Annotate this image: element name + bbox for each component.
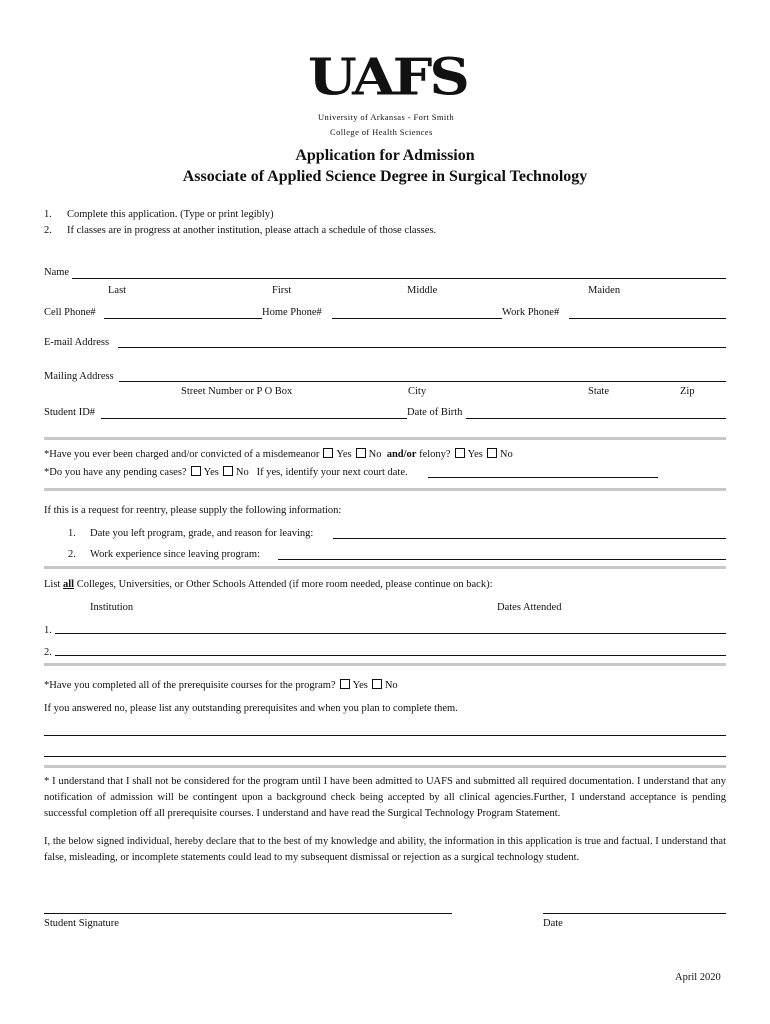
zip-label: Zip	[680, 386, 695, 397]
student-signature-field[interactable]	[44, 913, 452, 914]
instruction-number-1: 1.	[44, 209, 52, 220]
section-divider	[44, 663, 726, 666]
reentry-reason-field[interactable]	[333, 538, 726, 539]
and-or-label: and/or	[386, 449, 417, 460]
dates-attended-header: Dates Attended	[497, 602, 562, 613]
uafs-logo-wordmark: UAFS	[308, 47, 467, 107]
student-signature-label: Student Signature	[44, 918, 119, 929]
section-divider	[44, 566, 726, 569]
conviction-question	[44, 448, 513, 461]
instruction-2: If classes are in progress at another institution, please attach a schedule of those classes.	[67, 225, 437, 236]
student-id-label: Student ID#	[44, 407, 96, 418]
school-number-2: 2.	[44, 647, 52, 658]
instruction-1: Complete this application. (Type or print legibly)	[67, 209, 274, 220]
logo-university-name: University of Arkansas - Fort Smith	[318, 112, 455, 122]
declaration-paragraph: I, the below signed individual, hereby declare that to the best of my knowledge and ability, the information in this application is true and factual. I understand that false, misleading, or incomplete statements could lead to my subsequent dismissal or rejection as a surgical technology student.	[44, 836, 726, 863]
work-experience-field[interactable]	[278, 559, 726, 560]
prerequisite-no-checkbox[interactable]	[372, 679, 382, 689]
prerequisite-question	[44, 679, 398, 692]
name-label: Name	[44, 267, 70, 278]
signature-date-label: Date	[543, 918, 563, 929]
reentry-intro: If this is a request for reentry, please supply the following information:	[44, 505, 342, 516]
first-name-label: First	[272, 285, 292, 296]
reentry-number-1: 1.	[68, 528, 76, 539]
city-label: City	[408, 386, 427, 397]
pending-cases-text: *Do you have any pending cases?	[44, 467, 187, 478]
conviction-question-text: *Have you ever been charged and/or convicted of a misdemeanor	[44, 449, 320, 460]
reentry-reason-label: Date you left program, grade, and reason for leaving:	[90, 528, 314, 539]
logo-college-name: College of Health Sciences	[330, 127, 433, 137]
institution-header: Institution	[90, 602, 134, 613]
student-id-field[interactable]	[101, 418, 407, 419]
email-label: E-mail Address	[44, 337, 110, 348]
date-of-birth-label: Date of Birth	[407, 407, 463, 418]
home-phone-label: Home Phone#	[262, 307, 322, 318]
no-label: No	[499, 449, 513, 460]
mailing-address-field[interactable]	[119, 381, 726, 382]
cell-phone-field[interactable]	[104, 318, 262, 319]
prerequisite-followup: If you answered no, please list any outstanding prerequisites and when you plan to complete them.	[44, 703, 458, 714]
prerequisite-list-line-1[interactable]	[44, 735, 726, 736]
schools-instruction	[44, 578, 493, 591]
home-phone-field[interactable]	[332, 318, 502, 319]
revision-date: April 2020	[675, 972, 721, 983]
school-2-field[interactable]	[55, 655, 726, 656]
work-phone-field[interactable]	[569, 318, 726, 319]
form-title: Application for Admission	[295, 147, 475, 164]
prerequisite-list-line-2[interactable]	[44, 756, 726, 757]
no-label: No	[368, 449, 382, 460]
cell-phone-label: Cell Phone#	[44, 307, 96, 318]
mailing-address-label: Mailing Address	[44, 371, 114, 382]
prerequisite-question-text: *Have you completed all of the prerequisite courses for the program?	[44, 680, 336, 691]
misdemeanor-yes-checkbox[interactable]	[323, 448, 333, 458]
date-of-birth-field[interactable]	[466, 418, 726, 419]
felony-yes-checkbox[interactable]	[455, 448, 465, 458]
schools-all-emphasis: all	[62, 579, 75, 590]
yes-label: Yes	[467, 449, 483, 460]
schools-text-post: Colleges, Universities, or Other Schools Attended (if more room needed, please continue on back):	[74, 579, 493, 590]
yes-label: Yes	[336, 449, 352, 460]
form-subtitle: Associate of Applied Science Degree in Surgical Technology	[182, 168, 588, 185]
yes-label: Yes	[352, 680, 368, 691]
acknowledgement-paragraph: * I understand that I shall not be considered for the program until I have been admitted to UAFS and submitted all required documentation. I understand that any notification of admission will be contingent upon a background check being accepted by all clinical agencies.Further, I understand acceptance is pending successful completion off all prerequisite courses. I understand and have read the Surgical Technology Program Statement.	[44, 776, 726, 819]
reentry-number-2: 2.	[68, 549, 76, 560]
court-date-field[interactable]	[428, 477, 658, 478]
pending-yes-checkbox[interactable]	[191, 466, 201, 476]
misdemeanor-no-checkbox[interactable]	[356, 448, 366, 458]
school-1-field[interactable]	[55, 633, 726, 634]
maiden-name-label: Maiden	[588, 285, 621, 296]
state-label: State	[588, 386, 609, 397]
last-name-label: Last	[108, 285, 127, 296]
court-date-label: If yes, identify your next court date.	[256, 467, 408, 478]
prerequisite-yes-checkbox[interactable]	[340, 679, 350, 689]
no-label: No	[235, 467, 249, 478]
yes-label: Yes	[203, 467, 219, 478]
section-divider	[44, 488, 726, 491]
schools-text-pre: List	[44, 579, 63, 590]
felony-no-checkbox[interactable]	[487, 448, 497, 458]
pending-no-checkbox[interactable]	[223, 466, 233, 476]
work-experience-label: Work experience since leaving program:	[90, 549, 260, 560]
middle-name-label: Middle	[407, 285, 438, 296]
signature-date-field[interactable]	[543, 913, 726, 914]
section-divider	[44, 437, 726, 440]
school-number-1: 1.	[44, 625, 52, 636]
section-divider	[44, 765, 726, 768]
felony-label: felony?	[419, 449, 451, 460]
name-field[interactable]	[72, 278, 726, 279]
pending-cases-question	[44, 466, 408, 479]
instruction-number-2: 2.	[44, 225, 52, 236]
street-label: Street Number or P O Box	[181, 386, 293, 397]
work-phone-label: Work Phone#	[502, 307, 560, 318]
email-field[interactable]	[118, 347, 726, 348]
no-label: No	[384, 680, 398, 691]
